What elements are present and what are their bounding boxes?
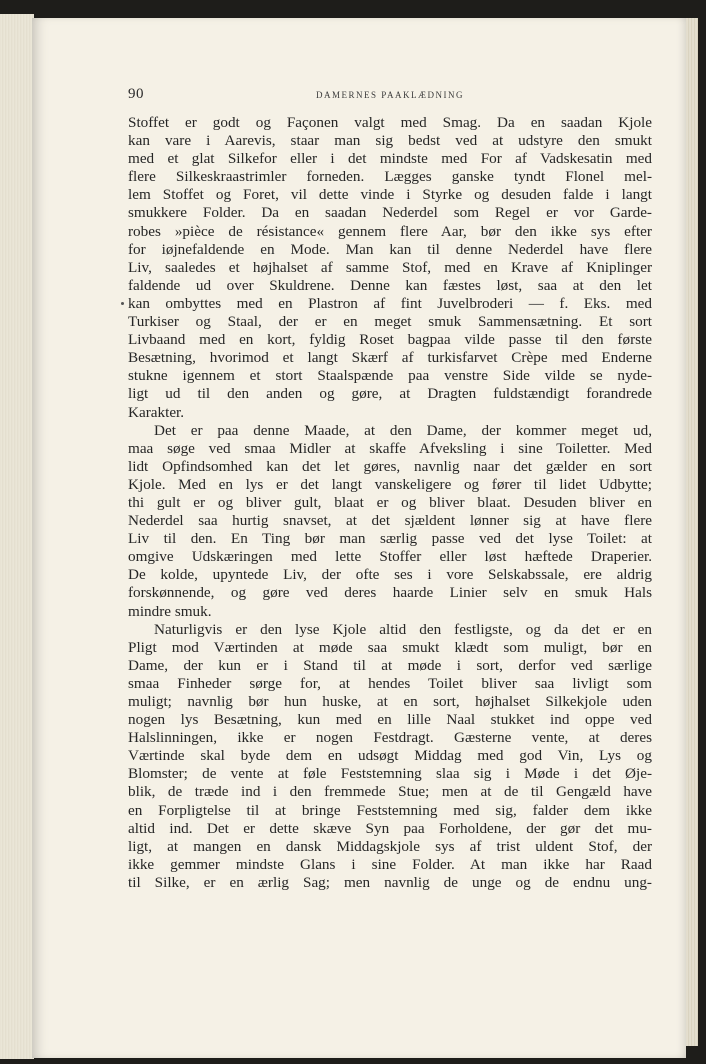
text-line: Naturligvis er den lyse Kjole altid den festligste, og da det er en bbox=[154, 620, 652, 638]
text-line: Liv til den. En Ting bør man særlig passe ved det lyse Toilet: at bbox=[128, 530, 652, 548]
text-line: kan ombyttes med en Plastron af fint Juvelbroderi — f. Eks. med bbox=[128, 294, 652, 312]
text-line: ligt ud til den anden og gøre, at Dragten fuldstændigt forandrede bbox=[128, 385, 652, 403]
text-line: lem Stoffet og Foret, vil dette vinde i Styrke og desuden falde i langt bbox=[128, 186, 652, 204]
text-line: lidt Opfindsomhed kan det let gøres, navnlig naar det gælder en sort bbox=[128, 457, 652, 475]
text-line: kan vare i Aarevis, staar man sig bedst ved at udstyre den smukt bbox=[128, 132, 652, 150]
text-line: De kolde, upyntede Liv, der ofte ses i vore Selskabssale, ere aldrig bbox=[128, 566, 652, 584]
text-line: Dame, der kun er i Stand til at møde i sort, derfor ved særlige bbox=[128, 656, 652, 674]
text-line: Turkiser og Staal, der er en meget smuk Sammensætning. Et sort bbox=[128, 313, 652, 331]
text-line: stukne igennem et stort Staalspænde paa venstre Side vilde se nyde- bbox=[128, 367, 652, 385]
text-line: Pligt mod Værtinden at møde saa smukt klædt som muligt, bør en bbox=[128, 638, 652, 656]
text-line: med et glat Silkefor eller i det mindste med For af Vadskesatin med bbox=[128, 150, 652, 168]
text-line: robes »pièce de résistance« gennem flere Aar, bør den ikke sys efter bbox=[128, 222, 652, 240]
text-line: til Silke, er en ærlig Sag; men navnlig de unge og de endnu ung- bbox=[128, 873, 652, 891]
text-line: Blomster; de vente at føle Feststemning slaa sig i Møde i det Øje- bbox=[128, 765, 652, 783]
text-line: Livbaand med en kort, fyldig Roset bagpaa vilde passe til den første bbox=[128, 331, 652, 349]
text-line: mindre smuk. bbox=[128, 602, 212, 620]
text-line: Liv, saaledes et højhalset af samme Stof, med en Krave af Kniplinger bbox=[128, 258, 652, 276]
text-line: forskønnende, og gøre ved deres haarde Linier selv en smuk Hals bbox=[128, 584, 652, 602]
text-line: altid ind. Det er dette skæve Syn paa Forholdene, der gør det mu- bbox=[128, 819, 652, 837]
text-line: flere Silkeskraastrimler forneden. Lægges ganske tyndt Flonel mel- bbox=[128, 168, 652, 186]
text-line: ligt, at mangen en dansk Middagskjole sys af trist uldent Stof, der bbox=[128, 837, 652, 855]
text-line: Stoffet er godt og Façonen valgt med Smag. Da en saadan Kjole bbox=[128, 114, 652, 131]
page-number: 90 bbox=[128, 86, 144, 102]
margin-mark bbox=[121, 302, 124, 305]
text-line: blik, de træde ind i den fremmede Stue; men at de til Gengæld have bbox=[128, 783, 652, 801]
text-line: muligt; navnlig bør hun huske, at en sort, højhalset Silkekjole uden bbox=[128, 693, 652, 710]
text-line: ikke gemmer mindste Glans i sine Folder. At man ikke har Raad bbox=[128, 855, 652, 873]
text-line: nogen lys Besætning, kun med en lille Naal stukket ind oppe ved bbox=[128, 711, 652, 729]
running-head: DAMERNES PAAKLÆDNING bbox=[316, 90, 464, 100]
body-text bbox=[128, 114, 652, 892]
text-line: Det er paa denne Maade, at den Dame, der kommer meget ud, bbox=[154, 421, 652, 439]
text-line: Besætning, hvorimod et langt Skærf af turkisfarvet Crèpe med Enderne bbox=[128, 349, 652, 367]
text-line: faldende ud over Skuldrene. Denne kan fæstes løst, saa at den let bbox=[128, 276, 652, 294]
text-line: en Forpligtelse til at bringe Feststemning med sig, falder dem ikke bbox=[128, 801, 652, 819]
text-line: maa søge ved smaa Midler at skaffe Afveksling i sine Toiletter. Med bbox=[128, 439, 652, 457]
text-line: Halslinningen, ikke er nogen Festdragt. Gæsterne vente, at deres bbox=[128, 729, 652, 747]
text-line: smukkere Folder. Da en saadan Nederdel som Regel er vor Garde- bbox=[128, 204, 652, 222]
right-page-edge bbox=[684, 18, 698, 1046]
text-line: Nederdel saa hurtig snavset, at det sjældent lønner sig at have flere bbox=[128, 512, 652, 530]
text-line: for iøjnefaldende en Mode. Man kan til denne Nederdel have flere bbox=[128, 240, 652, 258]
text-line: Kjole. Med en lys er det langt vanskeligere og fører til lidet Udbytte; bbox=[128, 475, 652, 493]
text-line: omgive Udskæringen med lette Stoffer eller løst hæftede Draperier. bbox=[128, 548, 652, 566]
text-line: smaa Finheder sørge for, at hendes Toilet bliver saa livligt som bbox=[128, 674, 652, 692]
text-line: Værtinde skal byde dem en udsøgt Middag med god Vin, Lys og bbox=[128, 747, 652, 765]
text-line: Karakter. bbox=[128, 403, 185, 421]
page-header bbox=[128, 86, 652, 106]
text-line: thi gult er og bliver gult, blaat er og bliver blaat. Desuden bliver en bbox=[128, 493, 652, 511]
stacked-page-edges bbox=[0, 14, 34, 1059]
